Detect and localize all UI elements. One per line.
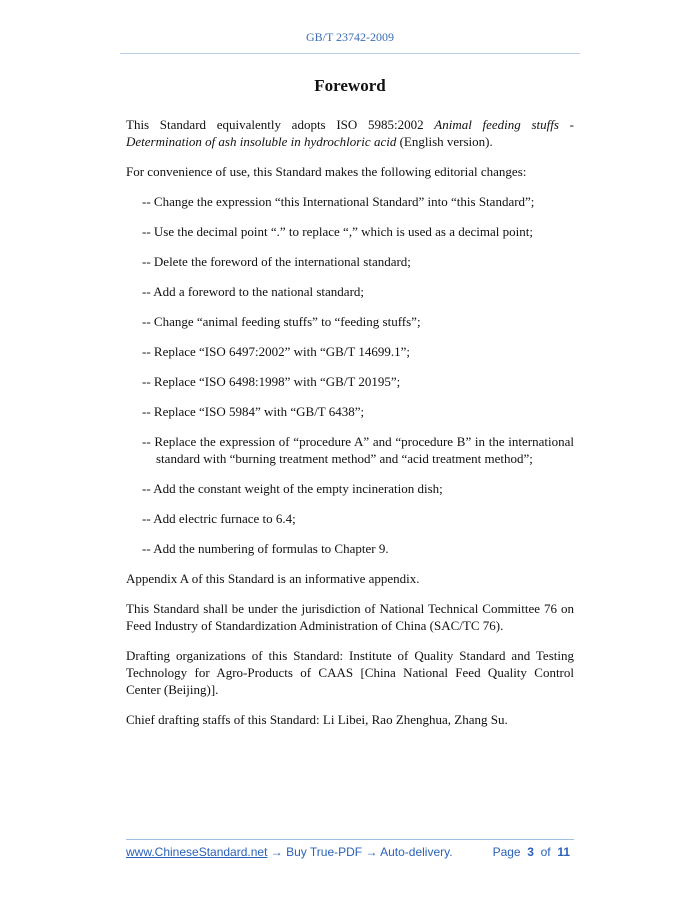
page-of-word: of <box>540 845 551 859</box>
purchase-promo: → Buy True-PDF → Auto-delivery. <box>267 845 453 859</box>
foreword-body <box>126 116 574 741</box>
change-item: -- Replace “ISO 6497:2002” with “GB/T 14699.1”; <box>142 344 411 359</box>
header-divider <box>120 53 580 54</box>
total-page-count: 11 <box>557 845 570 859</box>
page-indicator <box>493 845 570 859</box>
change-item: -- Add the numbering of formulas to Chapter 9. <box>142 541 389 556</box>
document-code-header: GB/T 23742-2009 <box>305 30 395 44</box>
drafting-organizations-paragraph: Drafting organizations of this Standard: Institute of Quality Standard and Testing Technology for Agro-Products of CAAS [China National Feed Quality Control Center (Beijing)]. <box>126 648 574 697</box>
jurisdiction-paragraph: This Standard shall be under the jurisdiction of National Technical Committee 76 on Feed Industry of Standardization Administration of China (SAC/TC 76). <box>126 601 574 633</box>
footer-divider <box>126 839 574 840</box>
change-item: -- Replace “ISO 6498:1998” with “GB/T 20195”; <box>142 374 401 389</box>
adoption-prefix: This Standard equivalently adopts ISO 5985:2002 <box>126 117 435 132</box>
appendix-paragraph: Appendix A of this Standard is an informative appendix. <box>126 571 420 586</box>
change-item: -- Use the decimal point “.” to replace “,” which is used as a decimal point; <box>142 224 533 239</box>
current-page-number: 3 <box>527 845 534 859</box>
drafting-staff-paragraph: Chief drafting staffs of this Standard: Li Libei, Rao Zhenghua, Zhang Su. <box>126 712 508 727</box>
change-item: -- Replace “ISO 5984” with “GB/T 6438”; <box>142 404 365 419</box>
iso-title: Animal feeding stuffs - Determination of ash insoluble in hydrochloric acid <box>126 117 574 149</box>
change-item: -- Delete the foreword of the international standard; <box>142 254 411 269</box>
page-title: Foreword <box>314 76 386 95</box>
change-item: -- Add a foreword to the national standard; <box>142 284 365 299</box>
editorial-intro: For convenience of use, this Standard makes the following editorial changes: <box>126 164 527 179</box>
change-item: -- Replace the expression of “procedure A” and “procedure B” in the international standard with “burning treatment method” and “acid treatment method”; <box>142 434 574 466</box>
change-item: -- Add electric furnace to 6.4; <box>142 511 296 526</box>
change-item: -- Add the constant weight of the empty incineration dish; <box>142 481 443 496</box>
page-word: Page <box>492 845 521 859</box>
adoption-suffix: (English version). <box>396 134 493 149</box>
change-item: -- Change “animal feeding stuffs” to “feeding stuffs”; <box>142 314 421 329</box>
website-link[interactable]: www.ChineseStandard.net <box>126 845 268 859</box>
change-item: -- Change the expression “this International Standard” into “this Standard”; <box>142 194 535 209</box>
adoption-paragraph <box>126 116 574 150</box>
page-footer <box>126 845 574 859</box>
